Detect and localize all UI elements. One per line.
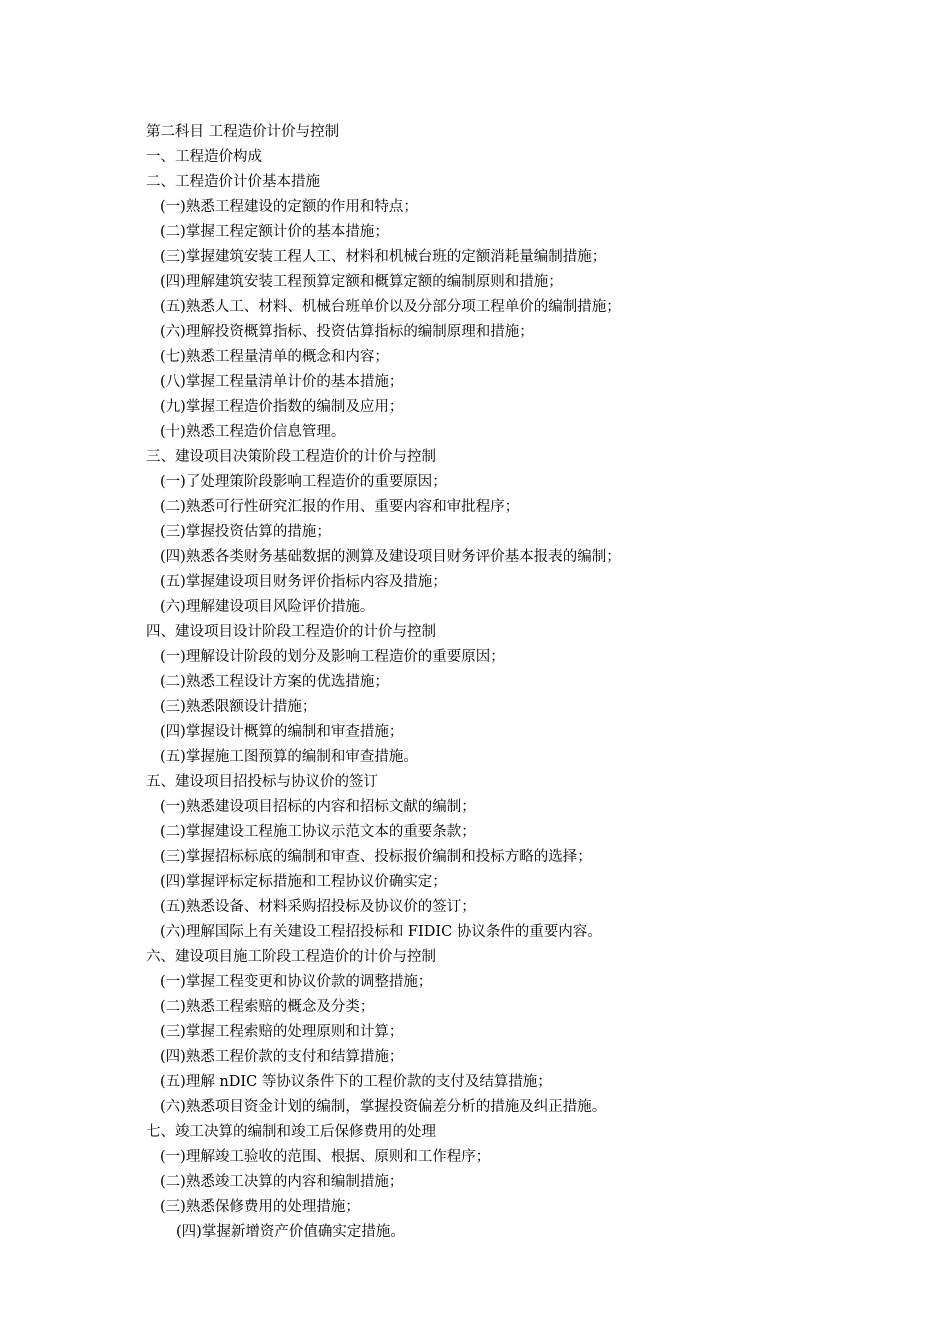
list-item: (一)理解竣工验收的范围、根据、原则和工作程序； — [160, 1149, 491, 1165]
list-item: (一)熟悉建设项目招标的内容和招标文献的编制； — [160, 799, 476, 815]
section-heading: 五、建设项目招投标与协议价的签订 — [146, 774, 378, 790]
section-heading: 七、竣工决算的编制和竣工后保修费用的处理 — [146, 1124, 436, 1140]
list-item: (三)掌握建筑安装工程人工、材料和机械台班的定额消耗量编制措施； — [160, 249, 607, 265]
list-item: (四)掌握新增资产价值确实定措施。 — [176, 1224, 405, 1240]
list-item: (十)熟悉工程造价信息管理。 — [160, 424, 346, 440]
list-item: (一)了处理策阶段影响工程造价的重要原因； — [160, 474, 447, 490]
list-item: (三)熟悉保修费用的处理措施； — [160, 1199, 360, 1215]
list-item: (一)熟悉工程建设的定额的作用和特点； — [160, 199, 418, 215]
list-item: (六)熟悉项目资金计划的编制，掌握投资偏差分析的措施及纠正措施。 — [160, 1099, 607, 1115]
section-heading: 二、工程造价计价基本措施 — [146, 174, 320, 190]
list-item: (五)理解 nDIC 等协议条件下的工程价款的支付及结算措施； — [160, 1074, 552, 1090]
list-item: (四)理解建筑安装工程预算定额和概算定额的编制原则和措施； — [160, 274, 563, 290]
list-item: (三)掌握投资估算的措施； — [160, 524, 331, 540]
list-item: (三)掌握招标标底的编制和审查、投标报价编制和投标方略的选择； — [160, 849, 592, 865]
list-item: (三)熟悉限额设计措施； — [160, 699, 317, 715]
list-item: (五)熟悉人工、材料、机械台班单价以及分部分项工程单价的编制措施； — [160, 299, 621, 315]
list-item: (七)熟悉工程量清单的概念和内容； — [160, 349, 389, 365]
list-item: (六)理解国际上有关建设工程招投标和 FIDIC 协议条件的重要内容。 — [160, 924, 602, 940]
list-item: (四)熟悉工程价款的支付和结算措施； — [160, 1049, 404, 1065]
list-item: (一)理解设计阶段的划分及影响工程造价的重要原因； — [160, 649, 505, 665]
document-body — [146, 120, 866, 1245]
list-item: (二)掌握建设工程施工协议示范文本的重要条款； — [160, 824, 476, 840]
document-title: 第二科目 工程造价计价与控制 — [146, 124, 340, 140]
list-item: (五)掌握施工图预算的编制和审查措施。 — [160, 749, 418, 765]
list-item: (二)熟悉可行性研究汇报的作用、重要内容和审批程序； — [160, 499, 520, 515]
list-item: (二)熟悉竣工决算的内容和编制措施； — [160, 1174, 404, 1190]
list-item: (二)掌握工程定额计价的基本措施； — [160, 224, 389, 240]
list-item: (一)掌握工程变更和协议价款的调整措施； — [160, 974, 433, 990]
list-item: (四)掌握评标定标措施和工程协议价确实定； — [160, 874, 447, 890]
list-item: (五)熟悉设备、材料采购招投标及协议价的签订； — [160, 899, 476, 915]
section-heading: 三、建设项目决策阶段工程造价的计价与控制 — [146, 449, 436, 465]
list-item: (四)掌握设计概算的编制和审查措施； — [160, 724, 404, 740]
list-item: (二)熟悉工程设计方案的优选措施； — [160, 674, 389, 690]
list-item: (三)掌握工程索赔的处理原则和计算； — [160, 1024, 404, 1040]
section-heading: 一、工程造价构成 — [146, 149, 262, 165]
section-heading: 四、建设项目设计阶段工程造价的计价与控制 — [146, 624, 436, 640]
list-item: (六)理解建设项目风险评价措施。 — [160, 599, 375, 615]
section-heading: 六、建设项目施工阶段工程造价的计价与控制 — [146, 949, 436, 965]
list-item: (八)掌握工程量清单计价的基本措施； — [160, 374, 404, 390]
list-item: (五)掌握建设项目财务评价指标内容及措施； — [160, 574, 447, 590]
list-item: (六)理解投资概算指标、投资估算指标的编制原理和措施； — [160, 324, 534, 340]
list-item: (二)熟悉工程索赔的概念及分类； — [160, 999, 375, 1015]
list-item: (九)掌握工程造价指数的编制及应用； — [160, 399, 404, 415]
list-item: (四)熟悉各类财务基础数据的测算及建设项目财务评价基本报表的编制； — [160, 549, 621, 565]
